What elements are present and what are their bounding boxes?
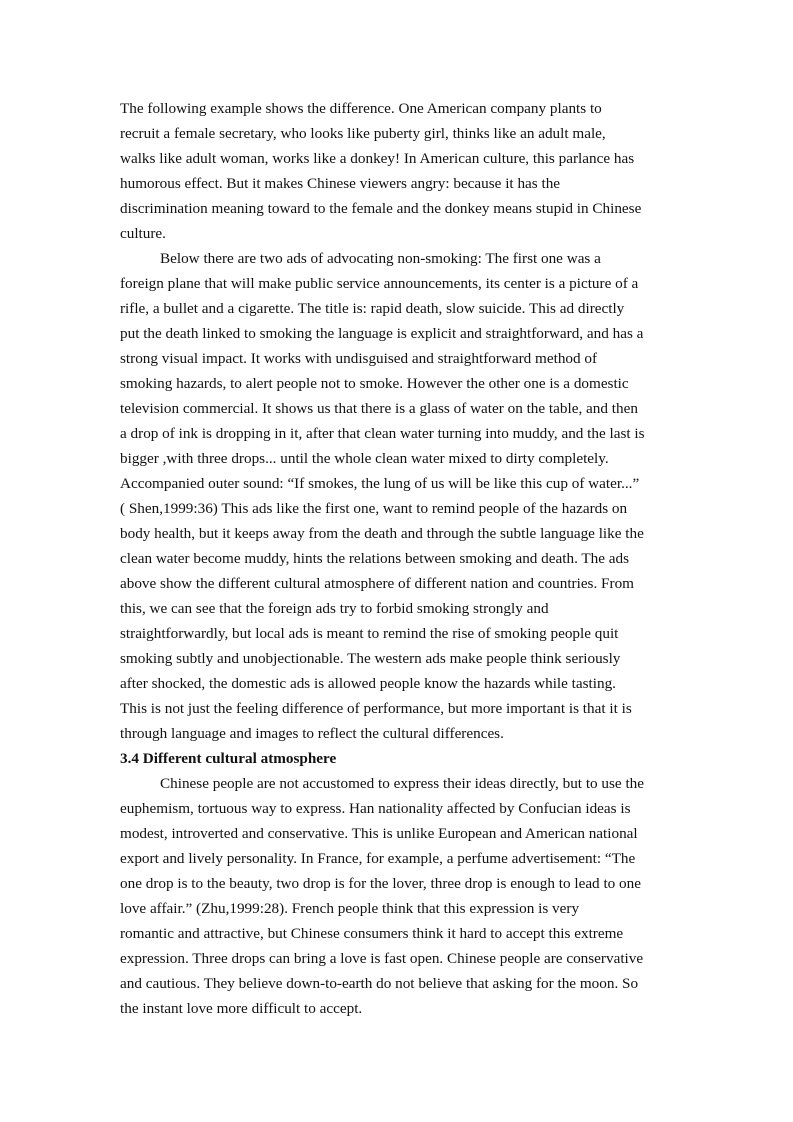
text-line: Accompanied outer sound: “If smokes, the lung of us will be like this cup of water...” (120, 475, 640, 492)
text-line: bigger ,with three drops... until the whole clean water mixed to dirty completely. (120, 450, 609, 467)
text-line: and cautious. They believe down-to-earth do not believe that asking for the moon. So (120, 975, 639, 992)
text-line: after shocked, the domestic ads is allowed people know the hazards while tasting. (120, 675, 616, 692)
text-line: humorous effect. But it makes Chinese viewers angry: because it has the (120, 175, 561, 192)
text-line: straightforwardly, but local ads is meant to remind the rise of smoking people quit (120, 625, 619, 642)
document-body (120, 96, 676, 1021)
text-line: love affair.” (Zhu,1999:28). French people think that this expression is very (120, 900, 580, 917)
text-line: television commercial. It shows us that there is a glass of water on the table, and then (120, 400, 638, 417)
text-line: recruit a female secretary, who looks like puberty girl, thinks like an adult male, (120, 125, 606, 142)
text-line: discrimination meaning toward to the female and the donkey means stupid in Chinese (120, 200, 642, 217)
text-line: walks like adult woman, works like a donkey! In American culture, this parlance has (120, 150, 635, 167)
text-line: above show the different cultural atmosphere of different nation and countries. From (120, 575, 634, 592)
text-line: through language and images to reflect the cultural differences. (120, 725, 504, 742)
text-line: strong visual impact. It works with undisguised and straightforward method of (120, 350, 598, 367)
paragraph (120, 246, 676, 746)
text-line: one drop is to the beauty, two drop is for the lover, three drop is enough to lead to one (120, 875, 641, 892)
text-line: the instant love more difficult to accept. (120, 1000, 363, 1017)
paragraph (120, 96, 676, 246)
text-line: a drop of ink is dropping in it, after that clean water turning into muddy, and the last is (120, 425, 645, 442)
text-line: clean water become muddy, hints the relations between smoking and death. The ads (120, 550, 630, 567)
heading-text: 3.4 Different cultural atmosphere (120, 750, 337, 767)
text-line: expression. Three drops can bring a love is fast open. Chinese people are conservative (120, 950, 644, 967)
text-line: foreign plane that will make public service announcements, its center is a picture of a (120, 275, 639, 292)
text-line: this, we can see that the foreign ads try to forbid smoking strongly and (120, 600, 549, 617)
text-line: Chinese people are not accustomed to express their ideas directly, but to use the (160, 775, 645, 792)
section-heading (120, 746, 676, 771)
text-line: export and lively personality. In France, for example, a perfume advertisement: “The (120, 850, 636, 867)
text-line: smoking hazards, to alert people not to smoke. However the other one is a domestic (120, 375, 629, 392)
text-line: Below there are two ads of advocating non-smoking: The first one was a (160, 250, 601, 267)
text-line: ( Shen,1999:36) This ads like the first one, want to remind people of the hazards on (120, 500, 628, 517)
text-line: body health, but it keeps away from the death and through the subtle language like the (120, 525, 644, 542)
text-line: The following example shows the difference. One American company plants to (120, 100, 602, 117)
text-line: rifle, a bullet and a cigarette. The title is: rapid death, slow suicide. This ad directly (120, 300, 625, 317)
text-line: This is not just the feeling difference of performance, but more important is that it is (120, 700, 632, 717)
text-line: euphemism, tortuous way to express. Han nationality affected by Confucian ideas is (120, 800, 631, 817)
text-line: romantic and attractive, but Chinese consumers think it hard to accept this extreme (120, 925, 624, 942)
paragraph (120, 771, 676, 1021)
text-line: put the death linked to smoking the language is explicit and straightforward, and has a (120, 325, 644, 342)
text-line: modest, introverted and conservative. This is unlike European and American national (120, 825, 638, 842)
text-line: smoking subtly and unobjectionable. The western ads make people think seriously (120, 650, 621, 667)
text-line: culture. (120, 225, 166, 242)
